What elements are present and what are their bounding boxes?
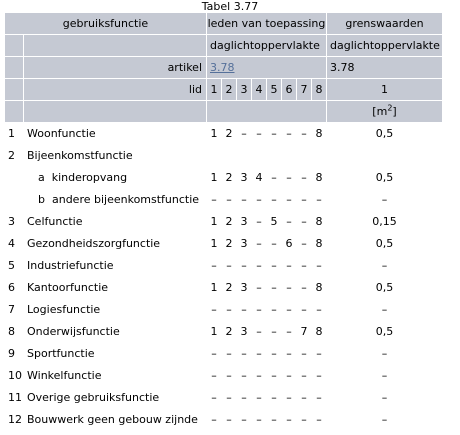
grenswaarde-cell: 0,5 <box>327 321 442 342</box>
lid-cell: – <box>282 299 296 320</box>
row-number: 8 <box>5 321 23 342</box>
lid-cell: – <box>237 123 251 144</box>
artikel-link[interactable]: 3.78 <box>210 61 235 74</box>
unit-cell: $[m^2]$ <box>327 101 442 122</box>
row-number <box>5 189 23 210</box>
lid-cell: – <box>282 409 296 430</box>
lid-cell: – <box>222 343 236 364</box>
row-label: Industriefunctie <box>24 255 206 276</box>
row-number: 2 <box>5 145 23 166</box>
grenswaarde-cell: – <box>327 189 442 210</box>
lid-col-6: 6 <box>282 79 296 100</box>
lid-cell <box>282 145 296 166</box>
lid-cell: 8 <box>312 123 326 144</box>
lid-cell: – <box>267 167 281 188</box>
lid-label: lid <box>24 79 206 100</box>
lid-cell: – <box>252 277 266 298</box>
lid-cell: – <box>297 409 311 430</box>
lid-cell: 8 <box>312 321 326 342</box>
row-number: 5 <box>5 255 23 276</box>
lid-cell: 7 <box>297 321 311 342</box>
lid-cell: – <box>297 387 311 408</box>
lid-cell: 1 <box>207 233 221 254</box>
lid-cell: – <box>282 277 296 298</box>
row-number: 10 <box>5 365 23 386</box>
lid-cell: – <box>282 387 296 408</box>
lid-cell: 8 <box>312 233 326 254</box>
table-row <box>5 343 442 364</box>
row-number: 12 <box>5 409 23 430</box>
header-row-lid <box>5 79 442 100</box>
lid-cell: – <box>312 343 326 364</box>
lid-cell: – <box>267 277 281 298</box>
header-row-unit <box>5 101 442 122</box>
lid-cell <box>312 145 326 166</box>
lid-cell: 2 <box>222 233 236 254</box>
grenswaarde-cell: 0,5 <box>327 123 442 144</box>
row-label: Celfunctie <box>24 211 206 232</box>
table-row <box>5 211 442 232</box>
lid-cell: – <box>297 233 311 254</box>
lid-cell: – <box>237 409 251 430</box>
row-number: 3 <box>5 211 23 232</box>
lid-cell: 2 <box>222 123 236 144</box>
lid-cell: 2 <box>222 167 236 188</box>
lid-cell: – <box>252 255 266 276</box>
lid-right: 1 <box>327 79 442 100</box>
lid-cell: 8 <box>312 211 326 232</box>
lid-cell: – <box>312 255 326 276</box>
lid-col-1: 1 <box>207 79 221 100</box>
header-daglicht-left: daglichtoppervlakte <box>207 35 326 56</box>
artikel-right: 3.78 <box>327 57 442 78</box>
lid-col-2: 2 <box>222 79 236 100</box>
row-number: 4 <box>5 233 23 254</box>
lid-cell: – <box>282 189 296 210</box>
lid-cell <box>267 145 281 166</box>
lid-cell: – <box>297 255 311 276</box>
grenswaarde-cell: – <box>327 409 442 430</box>
lid-cell: – <box>222 299 236 320</box>
row-number: 6 <box>5 277 23 298</box>
lid-cell: – <box>237 255 251 276</box>
lid-cell: 8 <box>312 167 326 188</box>
lid-cell: – <box>297 167 311 188</box>
lid-cell: 1 <box>207 211 221 232</box>
grenswaarde-cell: 0,5 <box>327 277 442 298</box>
lid-cell <box>222 145 236 166</box>
lid-cell: – <box>252 387 266 408</box>
row-label: Kantoorfunctie <box>24 277 206 298</box>
table-row <box>5 189 442 210</box>
lid-cell: 1 <box>207 123 221 144</box>
row-label: Sportfunctie <box>24 343 206 364</box>
table-row <box>5 321 442 342</box>
grenswaarde-cell: 0,5 <box>327 233 442 254</box>
lid-cell: – <box>222 189 236 210</box>
lid-cell: – <box>222 255 236 276</box>
header-grenswaarden: grenswaarden <box>327 13 442 34</box>
lid-cell: – <box>267 409 281 430</box>
lid-cell: – <box>297 365 311 386</box>
table-row <box>5 409 442 430</box>
row-label: Winkelfunctie <box>24 365 206 386</box>
grenswaarde-cell: 0,5 <box>327 167 442 188</box>
table-row <box>5 145 442 166</box>
header-gebruiksfunctie: gebruiksfunctie <box>5 13 206 34</box>
lid-col-7: 7 <box>297 79 311 100</box>
grenswaarde-cell: – <box>327 387 442 408</box>
lid-cell: – <box>207 343 221 364</box>
lid-cell: 3 <box>237 321 251 342</box>
table-row <box>5 387 442 408</box>
lid-cell: – <box>237 299 251 320</box>
lid-cell: 5 <box>267 211 281 232</box>
lid-cell: – <box>207 189 221 210</box>
lid-cell: 3 <box>237 277 251 298</box>
lid-cell: – <box>282 321 296 342</box>
lid-cell: 2 <box>222 211 236 232</box>
lid-cell: – <box>267 387 281 408</box>
lid-col-3: 3 <box>237 79 251 100</box>
lid-cell: – <box>282 255 296 276</box>
lid-cell: – <box>312 365 326 386</box>
artikel-label: artikel <box>24 57 206 78</box>
lid-cell: – <box>252 233 266 254</box>
lid-cell: 1 <box>207 167 221 188</box>
lid-cell: 6 <box>282 233 296 254</box>
lid-cell <box>252 145 266 166</box>
table-row <box>5 365 442 386</box>
lid-cell: – <box>237 189 251 210</box>
row-number <box>5 167 23 188</box>
lid-cell: – <box>267 365 281 386</box>
lid-cell: – <box>282 365 296 386</box>
lid-cell: 3 <box>237 167 251 188</box>
grenswaarde-cell: – <box>327 343 442 364</box>
row-label: Onderwijsfunctie <box>24 321 206 342</box>
lid-cell: – <box>207 299 221 320</box>
lid-cell: – <box>267 255 281 276</box>
lid-cell: – <box>222 409 236 430</box>
lid-cell: – <box>252 123 266 144</box>
header-row-1 <box>5 13 442 34</box>
row-label: b andere bijeenkomstfunctie <box>24 189 206 210</box>
lid-cell: – <box>252 343 266 364</box>
lid-cell: – <box>297 299 311 320</box>
table-row <box>5 255 442 276</box>
lid-cell: – <box>267 189 281 210</box>
lid-cell: – <box>312 299 326 320</box>
grenswaarde-cell <box>327 145 442 166</box>
lid-cell: – <box>312 189 326 210</box>
lid-col-8: 8 <box>312 79 326 100</box>
lid-cell: – <box>222 365 236 386</box>
row-label: Logiesfunctie <box>24 299 206 320</box>
lid-cell: – <box>297 343 311 364</box>
table-row <box>5 167 442 188</box>
grenswaarde-cell: – <box>327 299 442 320</box>
lid-cell <box>207 145 221 166</box>
table-caption: Tabel 3.77 <box>201 0 259 13</box>
lid-cell: 1 <box>207 277 221 298</box>
lid-cell: – <box>252 189 266 210</box>
row-label: Gezondheidszorgfunctie <box>24 233 206 254</box>
lid-cell: – <box>252 321 266 342</box>
row-label: Bouwwerk geen gebouw zijnde <box>24 409 206 430</box>
row-label: Woonfunctie <box>24 123 206 144</box>
lid-cell: – <box>207 255 221 276</box>
lid-cell: 3 <box>237 233 251 254</box>
lid-cell: – <box>267 233 281 254</box>
row-number: 11 <box>5 387 23 408</box>
row-number: 1 <box>5 123 23 144</box>
row-label: a kinderopvang <box>24 167 206 188</box>
header-row-artikel <box>5 57 442 78</box>
lid-cell: – <box>297 123 311 144</box>
lid-cell: – <box>267 321 281 342</box>
lid-cell: – <box>267 343 281 364</box>
lid-cell: – <box>207 409 221 430</box>
lid-col-4: 4 <box>252 79 266 100</box>
table-row <box>5 277 442 298</box>
row-number: 9 <box>5 343 23 364</box>
lid-cell: 8 <box>312 277 326 298</box>
lid-cell: – <box>297 211 311 232</box>
header-row-2 <box>5 35 442 56</box>
grenswaarde-cell: – <box>327 365 442 386</box>
lid-cell: – <box>207 387 221 408</box>
lid-cell: – <box>282 343 296 364</box>
table-row <box>5 123 442 144</box>
header-daglicht-right: daglichtoppervlakte <box>327 35 442 56</box>
lid-cell: – <box>252 299 266 320</box>
lid-cell: – <box>282 211 296 232</box>
lid-cell: – <box>252 211 266 232</box>
lid-cell <box>237 145 251 166</box>
header-leden: leden van toepassing <box>207 13 326 34</box>
row-label: Bijeenkomstfunctie <box>24 145 206 166</box>
lid-cell: – <box>297 189 311 210</box>
lid-cell: – <box>222 387 236 408</box>
lid-cell: – <box>252 365 266 386</box>
lid-cell: 2 <box>222 277 236 298</box>
lid-cell: – <box>207 365 221 386</box>
lid-cell: – <box>267 299 281 320</box>
lid-col-5: 5 <box>267 79 281 100</box>
row-label: Overige gebruiksfunctie <box>24 387 206 408</box>
tabel-3-77 <box>4 12 443 431</box>
lid-cell: 1 <box>207 321 221 342</box>
lid-cell: 4 <box>252 167 266 188</box>
lid-cell: – <box>267 123 281 144</box>
table-row <box>5 299 442 320</box>
lid-cell: – <box>237 343 251 364</box>
grenswaarde-cell: – <box>327 255 442 276</box>
lid-cell: – <box>297 277 311 298</box>
grenswaarde-cell: 0,15 <box>327 211 442 232</box>
lid-cell: – <box>282 123 296 144</box>
lid-cell: 3 <box>237 211 251 232</box>
lid-cell <box>297 145 311 166</box>
lid-cell: – <box>282 167 296 188</box>
lid-cell: – <box>312 387 326 408</box>
lid-cell: – <box>237 365 251 386</box>
lid-cell: 2 <box>222 321 236 342</box>
lid-cell: – <box>237 387 251 408</box>
lid-cell: – <box>252 409 266 430</box>
lid-cell: – <box>312 409 326 430</box>
table-row <box>5 233 442 254</box>
row-number: 7 <box>5 299 23 320</box>
